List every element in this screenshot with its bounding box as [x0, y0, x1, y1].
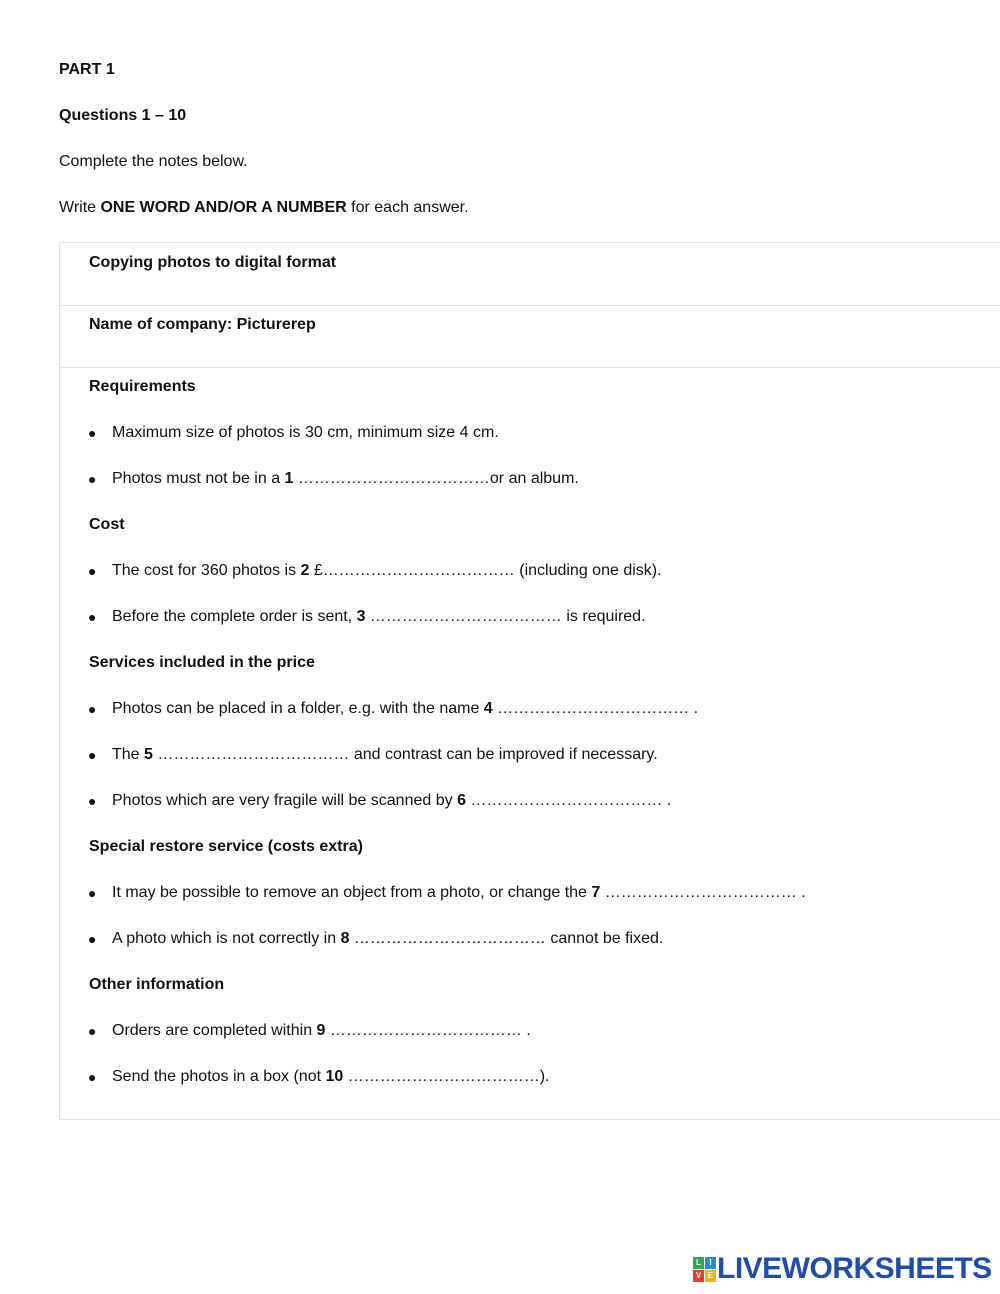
answer-blank-8[interactable]: ……………………………… cannot be fixed. [349, 930, 664, 947]
question-number: 10 [325, 1068, 344, 1085]
write-instruction [59, 198, 469, 218]
liveworksheets-logo-icon [693, 1257, 715, 1281]
question-number: 1 [284, 470, 294, 487]
logo-mark-v: V [693, 1270, 704, 1282]
question-number: 3 [356, 608, 366, 625]
bullet-icon: ● [88, 1069, 97, 1085]
question-2-line: The cost for 360 photos is 2 £……………………………… (including one disk). [112, 562, 662, 579]
answer-blank-7[interactable]: ……………………………… . [600, 884, 806, 901]
company-name: Name of company: Picturerep [89, 316, 316, 333]
answer-blank-1[interactable]: ………………………………or an album. [293, 470, 579, 487]
questions-heading: Questions 1 – 10 [59, 107, 187, 124]
question-6-line: Photos which are very fragile will be scanned by 6 ……………………………… . [112, 792, 672, 809]
question-number: 6 [457, 792, 466, 809]
answer-blank-10[interactable]: ………………………………). [343, 1068, 550, 1085]
question-3-line: Before the complete order is sent, 3 ……………………………… is required. [112, 608, 646, 625]
liveworksheets-logo[interactable] [693, 1253, 992, 1285]
bullet-icon: ● [88, 793, 97, 809]
bullet-icon: ● [88, 1023, 97, 1039]
requirements-heading: Requirements [89, 378, 196, 395]
write-prefix: Write [59, 199, 101, 216]
table-divider [60, 305, 1000, 306]
cost-heading: Cost [89, 516, 125, 533]
logo-text: LIVEWORKSHEETS [717, 1252, 992, 1285]
bullet-icon: ● [88, 885, 97, 901]
bullet-icon: ● [88, 931, 97, 947]
notes-title: Copying photos to digital format [89, 254, 337, 271]
logo-mark-e: E [705, 1270, 716, 1282]
bullet-icon: ● [88, 471, 97, 487]
question-number: 7 [591, 884, 601, 901]
logo-mark-i: I [705, 1257, 716, 1269]
bullet-icon: ● [88, 701, 97, 717]
answer-blank-2[interactable]: £……………………………… (including one disk). [309, 562, 662, 579]
answer-blank-3[interactable]: ……………………………… is required. [365, 608, 646, 625]
other-heading: Other information [89, 976, 225, 993]
special-heading: Special restore service (costs extra) [89, 838, 363, 855]
requirement-1: Maximum size of photos is 30 cm, minimum size 4 cm. [112, 424, 499, 441]
logo-mark-l: L [693, 1257, 704, 1269]
answer-blank-4[interactable]: ……………………………… . [492, 700, 699, 717]
question-9-line: Orders are completed within 9 ……………………………… . [112, 1022, 531, 1039]
answer-blank-5[interactable]: ……………………………… and contrast can be improved if necessary. [152, 746, 658, 763]
services-heading: Services included in the price [89, 654, 315, 671]
question-number: 9 [316, 1022, 326, 1039]
bullet-icon: ● [88, 425, 97, 441]
question-7-line: It may be possible to remove an object from a photo, or change the 7 ……………………………… . [112, 884, 806, 901]
part-heading: PART 1 [59, 61, 115, 78]
write-bold: ONE WORD AND/OR A NUMBER [100, 199, 347, 216]
table-divider [60, 367, 1000, 368]
question-10-line: Send the photos in a box (not 10 ………………………………). [112, 1068, 550, 1085]
bullet-icon: ● [88, 609, 97, 625]
question-4-line: Photos can be placed in a folder, e.g. with the name 4 ……………………………… . [112, 700, 699, 717]
answer-blank-6[interactable]: ……………………………… . [465, 792, 672, 809]
question-5-line: The 5 ……………………………… and contrast can be improved if necessary. [112, 746, 658, 763]
question-number: 4 [483, 700, 493, 717]
question-8-line: A photo which is not correctly in 8 ……………………………… cannot be fixed. [112, 930, 664, 947]
instruction-text: Complete the notes below. [59, 153, 248, 170]
question-number: 5 [144, 746, 153, 763]
question-number: 8 [340, 930, 350, 947]
write-suffix: for each answer. [346, 199, 469, 216]
question-number: 2 [300, 562, 310, 579]
answer-blank-9[interactable]: ……………………………… . [325, 1022, 531, 1039]
question-1-line: Photos must not be in a 1 ………………………………or an album. [112, 470, 579, 487]
bullet-icon: ● [88, 747, 97, 763]
bullet-icon: ● [88, 563, 97, 579]
